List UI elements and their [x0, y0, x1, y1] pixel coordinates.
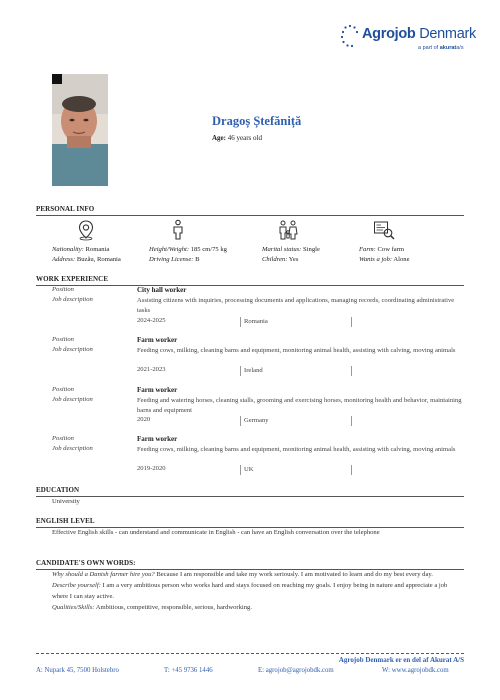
job-years: 2019-2020 [137, 465, 166, 472]
eu-stars-icon [340, 24, 360, 48]
job-country: Germany [240, 416, 352, 426]
height-row [149, 245, 227, 255]
job-country: Ireland [240, 366, 352, 376]
info-height-license [149, 245, 227, 264]
tag-prefix: a part of [418, 45, 440, 51]
portrait-image [52, 74, 108, 186]
job-description-label: Job description [52, 396, 93, 403]
job-country: Romania [240, 317, 352, 327]
age-label: Age: [212, 134, 226, 142]
farm-row [359, 245, 410, 255]
section-rule [36, 285, 464, 286]
marital-row [262, 245, 320, 255]
job-years: 2020 [137, 416, 151, 423]
info-farm-wants [359, 245, 410, 264]
section-title-education: EDUCATION [36, 486, 80, 494]
height-label: Height/Weight: [149, 246, 190, 253]
describe-answer: I am a very ambitious person who works hard and stays focused on reaching my goals. I enjoy being in nature and appreciate a job where I can stay active. [52, 582, 448, 600]
job-years: 2021-2023 [137, 366, 166, 373]
own-words-text [52, 569, 464, 613]
footer-email[interactable]: E: agrojob@agrojobdk.com [258, 667, 334, 674]
license-label: Driving License: [149, 255, 194, 263]
job-title: City hall worker [137, 286, 187, 294]
job-description-label: Job description [52, 296, 93, 303]
qualities-answer: Ambitious, competitive, responsible, serious, hardworking. [94, 604, 252, 611]
info-nationality-address [52, 245, 121, 264]
job-title: Farm worker [137, 435, 178, 443]
why-hire-question: Why should a Danish farmer hire you? [52, 571, 155, 578]
wants-value: Alone [392, 255, 410, 263]
section-title-personal: PERSONAL INFO [36, 205, 95, 213]
job-description: Feeding cows, milking, cleaning barns and equipment, monitoring animal health, assisting with calving, moving animals [137, 446, 456, 453]
why-hire-paragraph [52, 569, 464, 580]
education-level: University [52, 498, 80, 505]
person-height-icon [167, 219, 189, 241]
candidate-name: Dragoș Ștefăniță [212, 114, 302, 128]
marital-label: Marital status: [262, 246, 302, 253]
job-country: UK [240, 465, 352, 475]
position-label: Position [52, 435, 74, 442]
job-description: Feeding cows, milking, cleaning barns and equipment, monitoring animal health, assisting with calving, moving animals [137, 347, 456, 354]
brand-name [362, 26, 476, 42]
section-rule [36, 496, 464, 497]
license-value: B [193, 255, 200, 263]
job-years: 2024-2025 [137, 317, 166, 324]
footer-divider [36, 653, 464, 654]
children-value: Yes [287, 255, 299, 263]
qualities-paragraph [52, 602, 464, 613]
job-description: Assisting citizens with inquiries, processing documents and applications, managing records, coordinating administrative tasks [137, 297, 455, 314]
children-label: Children: [262, 255, 288, 263]
footer-address: A: Nupark 45, 7500 Holstebro [36, 667, 119, 674]
photo-corner-mark [52, 74, 62, 84]
height-value: 185 cm/75 kg [189, 246, 227, 253]
nationality-value: Romania [83, 246, 110, 253]
position-label: Position [52, 336, 74, 343]
section-rule [36, 215, 464, 216]
info-marital-children [262, 245, 320, 264]
address-value: Buzău, Romania [75, 255, 121, 263]
job-description: Feeding and watering horses, cleaning stalls, grooming and exercising horses, monitoring health and behavior, maintaining barns and equipment [137, 397, 462, 414]
brand-bold: Agrojob [362, 26, 416, 42]
wants-label: Wants a job: [359, 255, 393, 263]
candidate-age [212, 134, 262, 142]
farm-label: Farm: [359, 246, 376, 253]
section-title-english: ENGLISH LEVEL [36, 517, 95, 525]
nationality-label: Nationality: [52, 246, 84, 253]
family-icon [277, 219, 299, 241]
describe-paragraph [52, 580, 464, 602]
describe-question: Describe yourself: [52, 582, 101, 589]
why-hire-answer: Because I am responsible and take my work seriously. I am motivated to learn and do my best every day. [154, 571, 433, 578]
address-label: Address: [52, 255, 76, 263]
marital-value: Single [301, 246, 320, 253]
qualities-question: Qualities/Skills: [52, 604, 95, 611]
section-title-work: WORK EXPERIENCE [36, 275, 109, 283]
position-label: Position [52, 286, 74, 293]
footer-company: Agrojob Denmark er en del af Akurat A/S [338, 656, 464, 664]
wants-row [359, 255, 410, 265]
license-row [149, 255, 227, 265]
footer-phone[interactable]: T: +45 9736 1446 [164, 667, 213, 674]
tag-suffix: a/s [456, 45, 464, 51]
address-row [52, 255, 121, 265]
job-title: Farm worker [137, 386, 178, 394]
footer-website[interactable]: W: www.agrojobdk.com [382, 667, 449, 674]
agrojob-logo [340, 20, 476, 56]
english-description: Effective English skills - can understand and communicate in English - can have an English conversation over the telephone [52, 529, 380, 536]
job-description-label: Job description [52, 346, 93, 353]
farm-value: Cow farm [375, 246, 405, 253]
job-title: Farm worker [137, 336, 178, 344]
tag-bold: akurat [439, 45, 457, 51]
nationality-pin-icon [75, 219, 97, 241]
brand-tagline [418, 45, 464, 51]
age-value: 46 years old [226, 134, 262, 142]
children-row [262, 255, 320, 265]
brand-rest: Denmark [415, 26, 476, 42]
job-search-icon [373, 219, 395, 241]
job-description-label: Job description [52, 445, 93, 452]
section-title-own-words: CANDIDATE'S OWN WORDS: [36, 559, 136, 567]
nationality-row [52, 245, 121, 255]
candidate-photo [52, 74, 108, 186]
position-label: Position [52, 386, 74, 393]
